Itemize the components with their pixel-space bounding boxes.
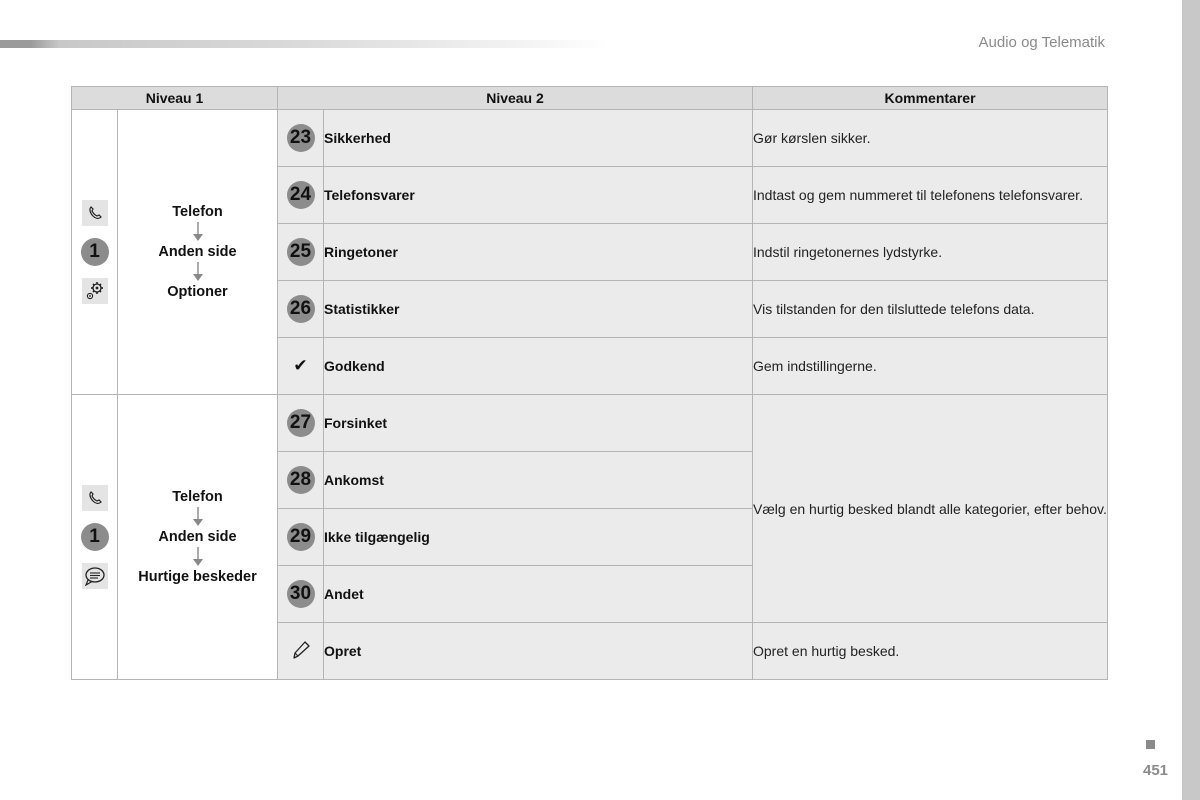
item-label: Ikke tilgængelig — [324, 509, 753, 566]
step-badge: 1 — [81, 238, 109, 266]
item-comment: Indstil ringetonernes lydstyrke. — [753, 224, 1108, 281]
table-header-row — [72, 87, 1108, 110]
path-step: Anden side — [158, 529, 237, 545]
group2-icons — [72, 395, 118, 680]
step-badge: 1 — [81, 523, 109, 551]
path-step: Optioner — [167, 284, 228, 300]
item-comment: Indtast og gem nummeret til telefonens telefonsvarer. — [753, 167, 1108, 224]
item-label: Ringetoner — [324, 224, 753, 281]
down-arrow-icon — [192, 546, 204, 568]
header-level2: Niveau 2 — [278, 87, 753, 110]
item-number-badge: 30 — [287, 580, 315, 608]
item-label: Telefonsvarer — [324, 167, 753, 224]
section-title: Audio og Telematik — [978, 34, 1105, 51]
item-comment: Vis tilstanden for den tilsluttede telefons data. — [753, 281, 1108, 338]
item-label: Ankomst — [324, 452, 753, 509]
group2-path — [118, 395, 278, 680]
item-comment: Gem indstillingerne. — [753, 338, 1108, 395]
path-step: Telefon — [172, 489, 223, 505]
item-label: Andet — [324, 566, 753, 623]
item-number-badge: 24 — [287, 181, 315, 209]
path-step: Telefon — [172, 204, 223, 220]
item-label: Forsinket — [324, 395, 753, 452]
item-number-badge: 26 — [287, 295, 315, 323]
table-row — [72, 395, 1108, 452]
page-edge-bar — [1182, 0, 1200, 800]
phone-icon — [82, 200, 108, 226]
item-label: Statistikker — [324, 281, 753, 338]
item-number-badge: 28 — [287, 466, 315, 494]
group1-icons — [72, 110, 118, 395]
item-number-badge: 25 — [287, 238, 315, 266]
header-level1: Niveau 1 — [72, 87, 278, 110]
shared-comment: Vælg en hurtig besked blandt alle kategorier, efter behov. — [753, 395, 1108, 623]
group1-path — [118, 110, 278, 395]
header-decoration-bar — [0, 40, 610, 48]
item-label: Godkend — [324, 338, 753, 395]
settings-gears-icon — [82, 278, 108, 304]
down-arrow-icon — [192, 506, 204, 528]
down-arrow-icon — [192, 221, 204, 243]
path-step: Anden side — [158, 244, 237, 260]
checkmark-icon: ✔ — [293, 356, 308, 375]
menu-table — [71, 86, 1108, 680]
item-label: Sikkerhed — [324, 110, 753, 167]
pencil-icon — [290, 648, 312, 664]
path-step: Hurtige beskeder — [138, 569, 257, 585]
table-row — [72, 110, 1108, 167]
phone-icon — [82, 485, 108, 511]
item-comment: Opret en hurtig besked. — [753, 623, 1108, 680]
page-number: 451 — [1143, 762, 1169, 779]
item-comment: Gør kørslen sikker. — [753, 110, 1108, 167]
item-label: Opret — [324, 623, 753, 680]
page-marker — [1146, 740, 1155, 749]
item-number-badge: 23 — [287, 124, 315, 152]
down-arrow-icon — [192, 261, 204, 283]
header-comments: Kommentarer — [753, 87, 1108, 110]
message-bubble-icon — [82, 563, 108, 589]
item-number-badge: 29 — [287, 523, 315, 551]
item-number-badge: 27 — [287, 409, 315, 437]
